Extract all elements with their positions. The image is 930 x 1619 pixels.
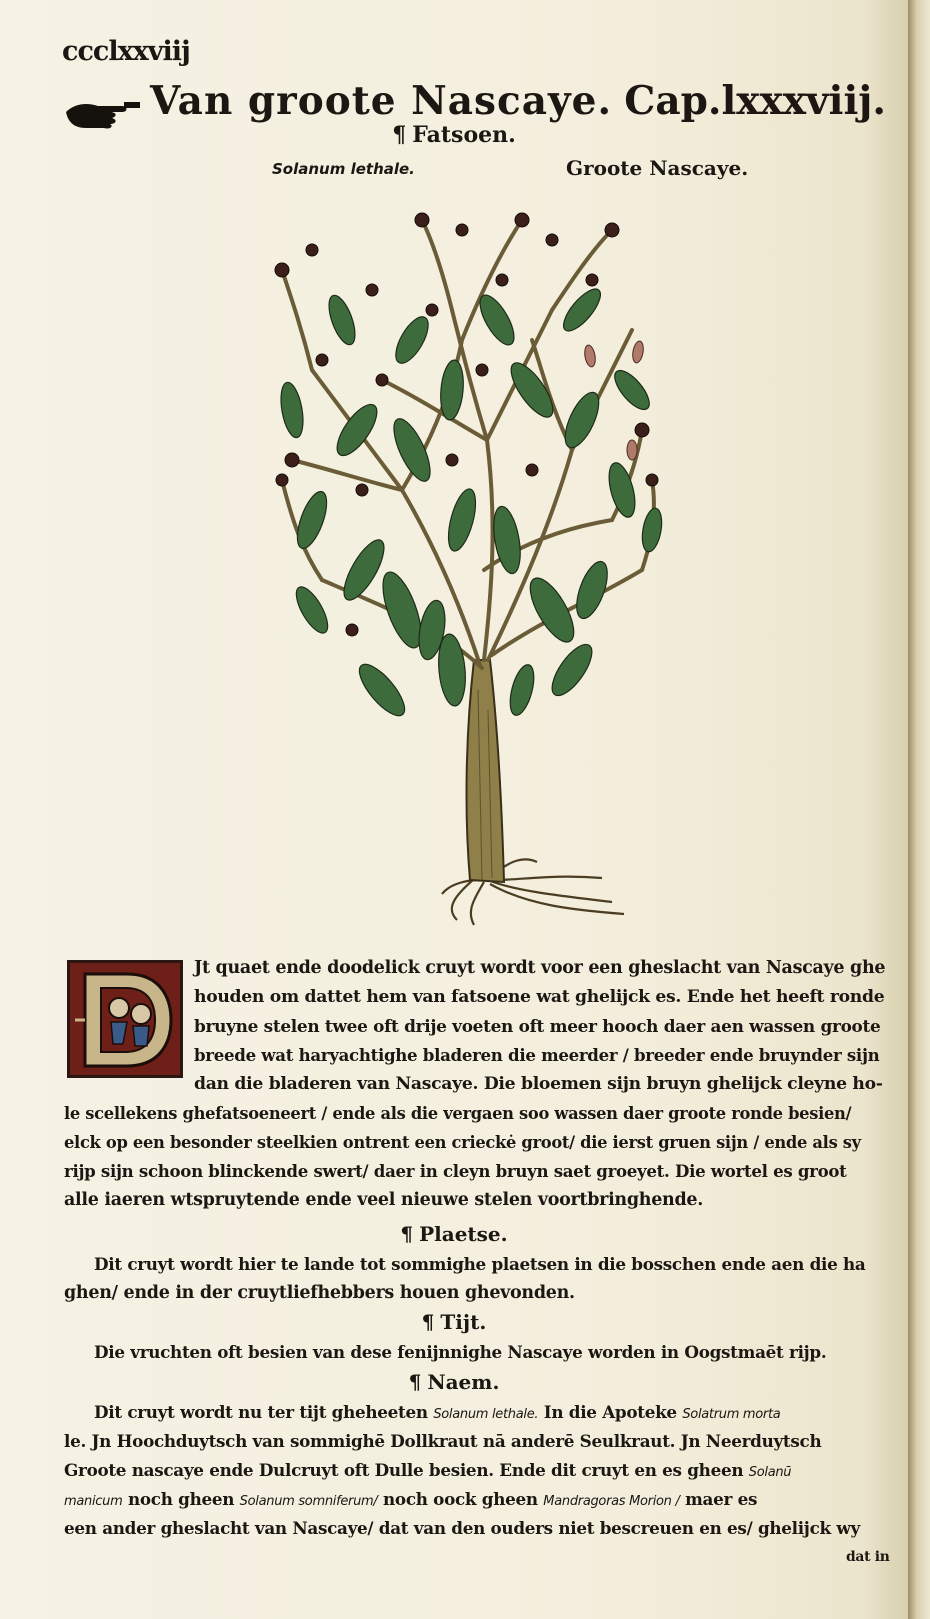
body-line: Dit cruyt wordt nu ter tijt gheheeten Solanum lethale. In die Apoteke Solatrum morta — [94, 1402, 781, 1422]
next-page-edge — [916, 50, 930, 110]
dutch-plant-name: Groote Nascaye. — [566, 156, 749, 180]
plaetse-heading — [0, 1222, 908, 1246]
naem-heading-text: Naem. — [427, 1370, 500, 1394]
body-line: bruyne stelen twee oft drije voeten oft meer hooch daer aen wassen groote — [194, 1016, 881, 1036]
body-line: een ander gheslacht van Nascaye/ dat van den ouders niet bescreuen en es/ ghelijck wy — [64, 1518, 860, 1538]
body-line: elck op een besonder steelkien ontrent een crieckė groot/ die ierst gruen sijn / ende als sy — [64, 1133, 861, 1152]
catchword: dat in — [846, 1549, 890, 1565]
body-line: rijp sijn schoon blinckende swert/ daer in cleyn bruyn saet groeyet. Die wortel es groot — [64, 1161, 847, 1181]
plaetse-heading-text: Plaetse. — [419, 1222, 508, 1246]
body-line: alle iaeren wtspruytende ende veel nieuwe stelen voortbringhende. — [64, 1190, 704, 1210]
chapter-title: Van groote Nascaye. — [150, 78, 613, 124]
decorated-initial-d — [67, 960, 183, 1078]
folio-number: ccclxxviij — [62, 36, 190, 67]
pilcrow-icon: ¶ — [421, 1310, 435, 1334]
body-line: breede wat haryachtighe bladeren die meerder / breeder ende bruynder sijn — [194, 1045, 880, 1065]
latin-plant-name: Solanum lethale. — [272, 160, 415, 178]
body-line: le scellekens ghefatsoeneert / ende als die vergaen soo wassen daer groote ronde besien/ — [64, 1104, 852, 1123]
body-line: Jt quaet ende doodelick cruyt wordt voor een gheslacht van Nascaye ghe — [194, 958, 886, 978]
body-line: Groote nascaye ende Dulcruyt oft Dulle besien. Ende dit cruyt en es gheen Solanū — [64, 1460, 792, 1480]
tijt-heading-text: Tijt. — [440, 1310, 487, 1334]
body-line: Die vruchten oft besien van dese fenijnnighe Nascaye worden in Oogstmaēt rijp. — [94, 1342, 827, 1362]
body-line: manicum noch gheen Solanum somniferum/ noch oock gheen Mandragoras Morion / maer es — [64, 1489, 758, 1509]
body-line: houden om dattet hem van fatsoene wat ghelijck es. Ende het heeft ronde — [194, 987, 885, 1007]
pilcrow-icon: ¶ — [408, 1370, 422, 1394]
naem-heading — [0, 1370, 908, 1394]
chapter-number: Cap.lxxxviij. — [624, 78, 886, 124]
pilcrow-icon: ¶ — [392, 122, 407, 148]
pilcrow-icon: ¶ — [400, 1222, 414, 1246]
body-line: dan die bladeren van Nascaye. Die bloemen sijn bruyn ghelijck cleyne ho- — [194, 1074, 883, 1094]
plant-illustration — [252, 190, 672, 950]
fatsoen-heading-text: Fatsoen. — [412, 122, 516, 148]
body-line: Dit cruyt wordt hier te lande tot sommighe plaetsen in die bosschen ende aen die ha — [94, 1254, 866, 1274]
bleed-through-left — [60, 150, 260, 168]
book-gutter — [908, 0, 930, 1619]
body-line: le. Jn Hoochduytsch van sommighē Dollkraut nā anderē Seulkraut. Jn Neerduytsch — [64, 1431, 822, 1451]
fatsoen-heading — [0, 122, 908, 148]
body-line: ghen/ ende in der cruytliefhebbers houen ghevonden. — [64, 1283, 575, 1303]
tijt-heading — [0, 1310, 908, 1334]
plant-trunk — [467, 660, 504, 882]
